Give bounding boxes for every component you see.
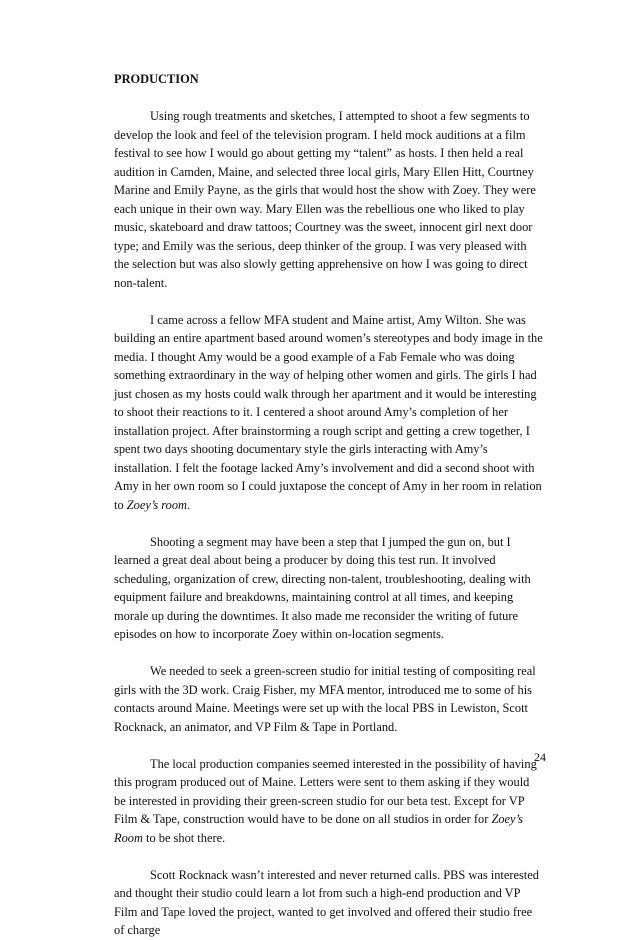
paragraph-1	[114, 107, 544, 292]
italic-title: Zoey’s Room	[114, 812, 523, 845]
paragraph-text: The local production companies seemed interested in the possibility of having this program produced out of Maine. Letters were sent to them asking if they would be interested in providing their green-screen studio for our beta test. Except for VP Film & Tape, construction would have to be done on all studios in order for	[114, 756, 537, 826]
paragraph-4	[114, 662, 544, 736]
section-heading: PRODUCTION	[114, 72, 199, 86]
paragraph-text: Scott Rocknack wasn’t interested and never returned calls. PBS was interested and thought their studio could learn a lot from such a high-end production and VP Film and Tape loved the project, wanted to get involved and offered their studio free of charge	[114, 867, 539, 937]
paragraph-2	[114, 311, 544, 515]
paragraph-text: We needed to seek a green-screen studio for initial testing of compositing real girls with the 3D work. Craig Fisher, my MFA mentor, introduced me to some of his contacts around Maine. Meetings were set up with the local PBS in Lewiston, Scott Rocknack, an animator, and VP Film & Tape in Portland.	[114, 664, 536, 734]
paragraph-text: to be shot there.	[142, 830, 226, 845]
paragraph-text: Using rough treatments and sketches, I attempted to shoot a few segments to develop the look and feel of the television program. I held mock auditions at a film festival to see how I would go about getting my “talent” as hosts. I then held a real audition in Camden, Maine, and selected three local girls, Mary Ellen Hitt, Courtney Marine and Emily Payne, as the girls that would host the show with Zoey. They were each unique in their own way. Mary Ellen was the rebellious one who liked to play music, skateboard and draw tattoos; Courtney was the sweet, innocent girl next door type; and Emily was the serious, deep thinker of the group. I was very pleased with the selection but was also slowly getting apprehensive on how I was going to direct non-talent.	[114, 109, 536, 290]
document-body	[114, 70, 544, 940]
page-number: 24	[534, 750, 546, 764]
paragraph-text: .	[186, 497, 191, 512]
paragraph-3	[114, 533, 544, 644]
paragraph-5	[114, 755, 544, 848]
paragraph-6	[114, 866, 544, 940]
italic-title: Zoey’s room	[126, 497, 187, 512]
paragraph-text: I came across a fellow MFA student and Maine artist, Amy Wilton. She was building an entire apartment based around women’s stereotypes and body image in the media. I thought Amy would be a good example of a Fab Female who was doing something extraordinary in the way of helping other women and girls. The girls I had just chosen as my hosts could walk through her apartment and it would be interesting to shoot their reactions to it. I centered a shoot around Amy’s completion of her installation project. After brainstorming a rough script and getting a crew together, I spent two days shooting documentary style the girls interacting with Amy’s installation. I felt the footage lacked Amy’s involvement and did a second shoot with Amy in her own room so I could juxtapose the concept of Amy in her room in relation to	[114, 312, 543, 512]
paragraph-text: Shooting a segment may have been a step that I jumped the gun on, but I learned a great deal about being a producer by doing this test run. It involved scheduling, organization of crew, directing non-talent, troubleshooting, dealing with equipment failure and breakdowns, maintaining control at all times, and keeping morale up during the downtimes. It also made me reconsider the writing of future episodes on how to incorporate Zoey within on-location segments.	[114, 534, 531, 641]
